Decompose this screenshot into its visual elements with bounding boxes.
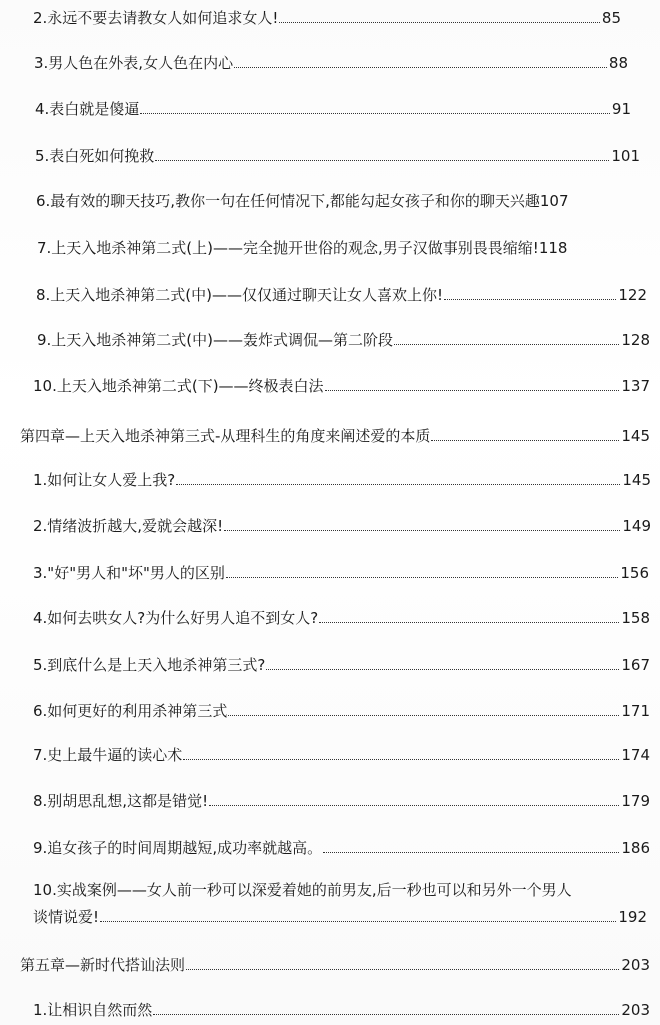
toc-entry: [0, 234, 660, 258]
toc-entry-title: 第四章—上天入地杀神第三式-从理科生的角度来阐述爱的本质: [20, 427, 431, 445]
leader-dots: [325, 390, 620, 391]
toc-entry-page: 122: [618, 286, 647, 304]
toc-entry-title: 3."好"男人和"坏"男人的区别: [33, 564, 225, 582]
toc-entry-page: 158: [621, 609, 650, 627]
toc-entry: [0, 466, 660, 490]
toc-entry: [0, 697, 660, 721]
toc-entry: [0, 187, 660, 211]
toc-entry: [0, 604, 660, 628]
toc-entry-title: 第五章—新时代搭讪法则: [20, 956, 186, 974]
toc-entry-title: 7.上天入地杀神第二式(上)——完全抛开世俗的观念,男子汉做事别畏畏缩缩!: [37, 239, 539, 257]
leader-dots: [319, 622, 619, 623]
leader-dots: [431, 440, 619, 441]
toc-entry-page: 186: [621, 839, 650, 857]
toc-entry: [0, 512, 660, 536]
toc-entry-title: 3.男人色在外表,女人色在内心: [34, 54, 234, 72]
toc-entry: [0, 4, 660, 28]
toc-entry: [0, 559, 660, 583]
toc-entry-title-line2: 谈情说爱!: [33, 908, 100, 926]
leader-dots: [140, 113, 610, 114]
chapter-heading: [0, 951, 660, 975]
toc-entry-page: 179: [621, 792, 650, 810]
toc-entry-page: 171: [621, 702, 650, 720]
toc-entry-page: 107: [539, 192, 569, 210]
leader-dots: [155, 160, 609, 161]
toc-entry-title: 10.实战案例——女人前一秒可以深爱着她的前男友,后一秒也可以和另外一个男人: [33, 881, 572, 899]
toc-entry: [0, 49, 660, 73]
toc-entry-page: 137: [621, 377, 650, 395]
leader-dots: [266, 669, 619, 670]
toc-entry: [0, 95, 660, 119]
leader-dots: [186, 969, 619, 970]
leader-dots: [224, 530, 620, 531]
toc-entry-title: 9.上天入地杀神第二式(中)——轰炸式调侃—第二阶段: [37, 331, 394, 349]
toc-entry: [0, 834, 660, 858]
leader-dots: [228, 715, 619, 716]
toc-entry-page: 156: [620, 564, 649, 582]
toc-entry-title: 7.史上最牛逼的读心术: [33, 746, 183, 764]
leader-dots: [100, 921, 616, 922]
leader-dots: [153, 1014, 619, 1015]
chapter-heading: [0, 422, 660, 446]
toc-entry-page: 128: [621, 331, 650, 349]
toc-entry-page: 174: [621, 746, 650, 764]
toc-entry: [0, 326, 660, 350]
toc-entry: [0, 651, 660, 675]
toc-entry-title: 6.最有效的聊天技巧,教你一句在任何情况下,都能勾起女孩子和你的聊天兴趣: [36, 192, 540, 210]
toc-entry: [0, 741, 660, 765]
toc-entry-title: 2.永远不要去请教女人如何追求女人!: [33, 9, 279, 27]
toc-entry-title: 8.上天入地杀神第二式(中)——仅仅通过聊天让女人喜欢上你!: [36, 286, 444, 304]
toc-entry-title: 8.别胡思乱想,这都是错觉!: [33, 792, 209, 810]
toc-entry-title: 10.上天入地杀神第二式(下)——终极表白法: [33, 377, 324, 395]
toc-entry-title: 5.表白死如何挽救: [35, 147, 155, 165]
toc-entry-title: 9.追女孩子的时间周期越短,成功率就越高。: [33, 839, 323, 857]
toc-entry-page: 88: [608, 54, 628, 72]
toc-entry-page: 203: [621, 1001, 650, 1019]
toc-entry-title: 1.让相识自然而然: [33, 1001, 153, 1019]
leader-dots: [209, 805, 619, 806]
leader-dots: [444, 299, 616, 300]
toc-entry-title: 6.如何更好的利用杀神第三式: [33, 702, 228, 720]
leader-dots: [176, 484, 620, 485]
toc-entry-title: 1.如何让女人爱上我?: [33, 471, 176, 489]
toc-entry-page: 149: [622, 517, 651, 535]
leader-dots: [323, 852, 619, 853]
leader-dots: [183, 759, 619, 760]
leader-dots: [279, 22, 600, 23]
toc-entry-page: 167: [621, 656, 650, 674]
toc-entry-page: 91: [611, 100, 631, 118]
toc-entry: [0, 372, 660, 396]
leader-dots: [394, 344, 619, 345]
leader-dots: [226, 577, 618, 578]
toc-entry: [0, 787, 660, 811]
toc-entry-page: 85: [601, 9, 621, 27]
toc-entry-page: 203: [621, 956, 650, 974]
leader-dots: [234, 67, 607, 68]
toc-entry-page: 101: [611, 147, 640, 165]
toc-entry-title: 2.情绪波折越大,爱就会越深!: [33, 517, 224, 535]
toc-entry-page: 145: [622, 471, 651, 489]
toc-entry-page: 145: [621, 427, 650, 445]
toc-entry: [0, 996, 660, 1020]
toc-entry: [0, 142, 660, 166]
toc-entry-page: 192: [618, 908, 647, 926]
toc-entry-page: 118: [538, 239, 568, 257]
toc-entry-title: 4.表白就是傻逼: [35, 100, 140, 118]
toc-entry: [0, 876, 660, 928]
toc-entry-title: 4.如何去哄女人?为什么好男人追不到女人?: [33, 609, 319, 627]
toc-entry: [0, 281, 660, 305]
toc-entry-title: 5.到底什么是上天入地杀神第三式?: [33, 656, 266, 674]
